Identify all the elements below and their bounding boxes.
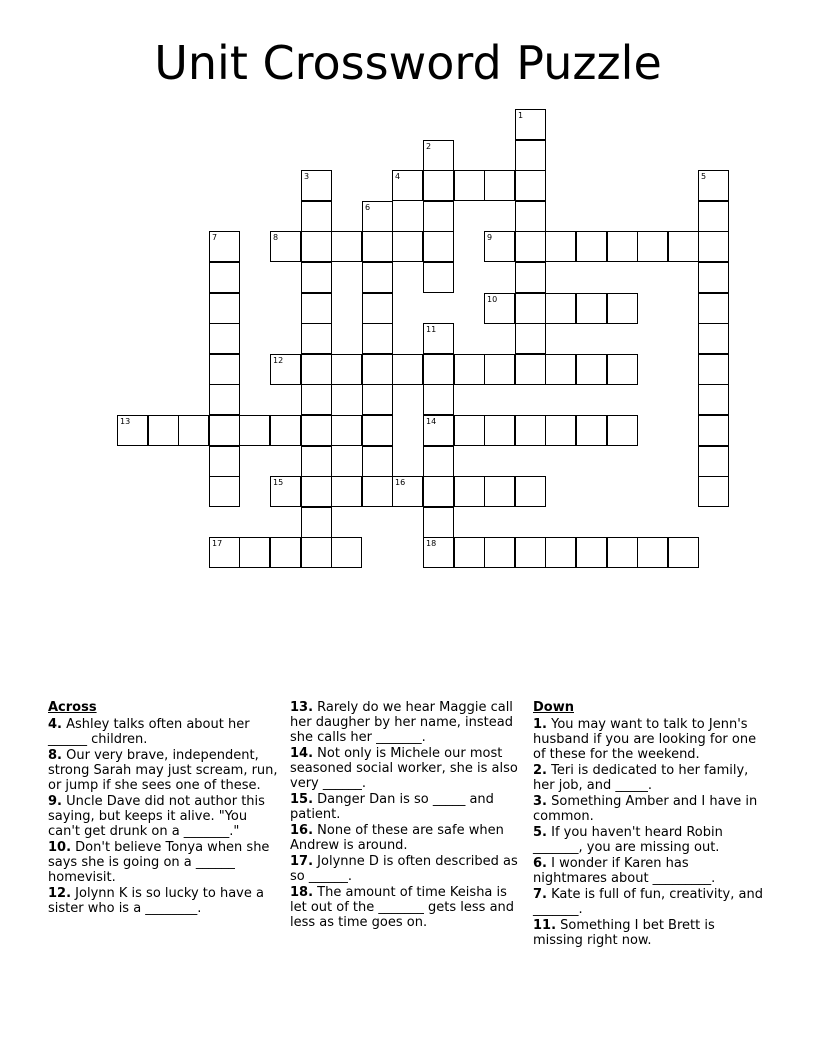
grid-cell[interactable] (331, 231, 362, 262)
grid-cell[interactable] (484, 293, 515, 324)
clue-text: I wonder if Karen has nightmares about _________. (533, 856, 716, 886)
clue-text: Something Amber and I have in common. (533, 794, 758, 824)
grid-cell[interactable] (423, 170, 454, 201)
grid-cell[interactable] (454, 476, 485, 507)
cell-number: 3 (304, 172, 310, 181)
grid-cell[interactable] (423, 384, 454, 415)
clue-item (48, 886, 278, 916)
grid-cell[interactable] (301, 446, 332, 477)
clue-text: None of these are safe when Andrew is around. (290, 823, 504, 853)
down-clue-list (533, 717, 763, 948)
grid-cell[interactable] (209, 415, 240, 446)
cell-number: 7 (212, 233, 218, 242)
grid-cell[interactable] (607, 354, 638, 385)
grid-cell[interactable] (545, 231, 576, 262)
clue-item (290, 792, 522, 822)
grid-cell[interactable] (545, 537, 576, 568)
grid-cell[interactable] (209, 231, 240, 262)
cell-number: 1 (518, 111, 524, 120)
clue-number: 9. (48, 794, 62, 809)
grid-cell[interactable] (668, 537, 699, 568)
clue-item (533, 825, 763, 855)
clue-text: If you haven't heard Robin _______, you are missing out. (533, 825, 723, 855)
grid-cell[interactable] (301, 293, 332, 324)
clue-item (290, 854, 522, 884)
grid-cell[interactable] (484, 415, 515, 446)
grid-cell[interactable] (515, 415, 546, 446)
grid-cell[interactable] (301, 262, 332, 293)
clue-number: 14. (290, 746, 314, 761)
clue-number: 16. (290, 823, 314, 838)
cell-number: 11 (426, 325, 437, 334)
grid-cell[interactable] (607, 537, 638, 568)
clue-number: 3. (533, 794, 547, 809)
grid-cell[interactable] (331, 354, 362, 385)
grid-cell[interactable] (637, 537, 668, 568)
grid-cell[interactable] (423, 446, 454, 477)
grid-cell[interactable] (423, 201, 454, 232)
grid-cell[interactable] (576, 231, 607, 262)
across-clue-list-continued (290, 700, 522, 930)
clue-number: 10. (48, 840, 72, 855)
grid-cell[interactable] (698, 476, 729, 507)
puzzle-title: Unit Crossword Puzzle (154, 36, 662, 90)
cell-number: 5 (701, 172, 707, 181)
clue-item (533, 794, 763, 824)
cell-number: 12 (273, 356, 284, 365)
clue-item (533, 717, 763, 762)
clues-column-2 (290, 700, 522, 931)
grid-cell[interactable] (148, 415, 179, 446)
clue-text: Teri is dedicated to her family, her job, and _____. (533, 763, 749, 793)
grid-cell[interactable] (331, 415, 362, 446)
grid-cell[interactable] (301, 384, 332, 415)
clue-text: Our very brave, independent, strong Sarah may just scream, run, or jump if she sees one of these. (48, 748, 278, 793)
grid-cell[interactable] (270, 231, 301, 262)
grid-cell[interactable] (576, 293, 607, 324)
grid-cell[interactable] (576, 537, 607, 568)
cell-number: 6 (365, 203, 371, 212)
grid-cell[interactable] (423, 140, 454, 171)
grid-cell[interactable] (270, 476, 301, 507)
clue-item (290, 746, 522, 791)
clue-item (290, 700, 522, 745)
clue-item (533, 856, 763, 886)
grid-cell[interactable] (392, 476, 423, 507)
clue-text: Not only is Michele our most seasoned social worker, she is also very ______. (290, 746, 518, 791)
cell-number: 17 (212, 539, 223, 548)
grid-cell[interactable] (484, 537, 515, 568)
grid-cell[interactable] (331, 537, 362, 568)
clue-text: Something I bet Brett is missing right now. (533, 918, 715, 948)
cell-number: 2 (426, 142, 432, 151)
grid-cell[interactable] (423, 231, 454, 262)
grid-cell[interactable] (301, 507, 332, 538)
grid-cell[interactable] (362, 384, 393, 415)
grid-cell[interactable] (698, 262, 729, 293)
grid-cell[interactable] (484, 231, 515, 262)
grid-cell[interactable] (698, 231, 729, 262)
cell-number: 8 (273, 233, 279, 242)
grid-cell[interactable] (515, 109, 546, 140)
grid-cell[interactable] (209, 384, 240, 415)
grid-cell[interactable] (515, 231, 546, 262)
clue-item (48, 717, 278, 747)
clue-item (290, 885, 522, 930)
grid-cell[interactable] (576, 354, 607, 385)
grid-cell[interactable] (454, 354, 485, 385)
clue-item (48, 748, 278, 793)
grid-cell[interactable] (301, 201, 332, 232)
clue-item (290, 823, 522, 853)
grid-cell[interactable] (423, 415, 454, 446)
grid-cell[interactable] (515, 476, 546, 507)
across-clue-list (48, 717, 278, 916)
grid-cell[interactable] (362, 201, 393, 232)
grid-cell[interactable] (392, 231, 423, 262)
grid-cell[interactable] (209, 354, 240, 385)
grid-cell[interactable] (515, 140, 546, 171)
clue-text: Jolynn K is so lucky to have a sister who is a ________. (48, 886, 264, 916)
grid-cell[interactable] (454, 537, 485, 568)
grid-cell[interactable] (239, 537, 270, 568)
grid-cell[interactable] (209, 262, 240, 293)
grid-cell[interactable] (209, 476, 240, 507)
clue-item (48, 840, 278, 885)
grid-cell[interactable] (423, 537, 454, 568)
grid-cell[interactable] (545, 293, 576, 324)
grid-cell[interactable] (454, 170, 485, 201)
grid-cell[interactable] (454, 415, 485, 446)
grid-cell[interactable] (698, 354, 729, 385)
grid-cell[interactable] (698, 323, 729, 354)
clue-number: 17. (290, 854, 314, 869)
grid-cell[interactable] (515, 537, 546, 568)
grid-cell[interactable] (209, 293, 240, 324)
grid-cell[interactable] (423, 476, 454, 507)
clue-number: 2. (533, 763, 547, 778)
grid-cell[interactable] (362, 323, 393, 354)
grid-cell[interactable] (117, 415, 148, 446)
grid-cell[interactable] (423, 354, 454, 385)
grid-cell[interactable] (698, 201, 729, 232)
grid-cell[interactable] (178, 415, 209, 446)
cell-number: 14 (426, 417, 437, 426)
grid-cell[interactable] (545, 354, 576, 385)
clue-item (533, 918, 763, 948)
grid-cell[interactable] (607, 415, 638, 446)
grid-cell[interactable] (515, 170, 546, 201)
grid-cell[interactable] (576, 415, 607, 446)
grid-cell[interactable] (362, 262, 393, 293)
grid-cell[interactable] (423, 507, 454, 538)
grid-cell[interactable] (209, 537, 240, 568)
clues-column-3 (533, 700, 763, 949)
grid-cell[interactable] (545, 415, 576, 446)
grid-cell[interactable] (423, 262, 454, 293)
clues-column-1 (48, 700, 278, 917)
clue-item (533, 887, 763, 917)
grid-cell[interactable] (362, 415, 393, 446)
clue-number: 5. (533, 825, 547, 840)
grid-cell[interactable] (698, 446, 729, 477)
clue-text: Uncle Dave did not author this saying, but keeps it alive. "You can't get drunk on a _______." (48, 794, 265, 839)
clue-text: Kate is full of fun, creativity, and _______. (533, 887, 763, 917)
clue-text: You may want to talk to Jenn's husband if you are looking for one of these for the weekend. (533, 717, 757, 762)
grid-cell[interactable] (392, 170, 423, 201)
clue-text: The amount of time Keisha is let out of the _______ gets less and less as time goes on. (290, 885, 515, 930)
cell-number: 18 (426, 539, 437, 548)
grid-cell[interactable] (239, 415, 270, 446)
grid-cell[interactable] (301, 476, 332, 507)
clue-number: 15. (290, 792, 314, 807)
grid-cell[interactable] (607, 293, 638, 324)
clue-number: 13. (290, 700, 314, 715)
cell-number: 9 (487, 233, 493, 242)
grid-cell[interactable] (301, 170, 332, 201)
grid-cell[interactable] (362, 231, 393, 262)
clue-text: Rarely do we hear Maggie call her daugher by her name, instead she calls her _______. (290, 700, 513, 745)
across-heading: Across (48, 700, 97, 715)
clue-number: 4. (48, 717, 62, 732)
grid-cell[interactable] (698, 170, 729, 201)
cell-number: 16 (395, 478, 406, 487)
grid-cell[interactable] (392, 354, 423, 385)
clue-number: 11. (533, 918, 557, 933)
grid-cell[interactable] (270, 354, 301, 385)
clue-number: 6. (533, 856, 547, 871)
grid-cell[interactable] (362, 446, 393, 477)
clue-number: 7. (533, 887, 547, 902)
grid-cell[interactable] (637, 231, 668, 262)
grid-cell[interactable] (484, 354, 515, 385)
grid-cell[interactable] (270, 537, 301, 568)
cell-number: 10 (487, 295, 498, 304)
grid-cell[interactable] (270, 415, 301, 446)
clue-text: Jolynne D is often described as so ______. (290, 854, 518, 884)
grid-cell[interactable] (209, 446, 240, 477)
clue-number: 18. (290, 885, 314, 900)
grid-cell[interactable] (515, 354, 546, 385)
grid-cell[interactable] (515, 293, 546, 324)
clue-number: 8. (48, 748, 62, 763)
grid-cell[interactable] (423, 323, 454, 354)
cell-number: 13 (120, 417, 131, 426)
cell-number: 4 (395, 172, 401, 181)
grid-cell[interactable] (668, 231, 699, 262)
clue-item (533, 763, 763, 793)
grid-cell[interactable] (301, 354, 332, 385)
clue-text: Ashley talks often about her ______ children. (48, 717, 250, 747)
grid-cell[interactable] (484, 170, 515, 201)
cell-number: 15 (273, 478, 284, 487)
grid-cell[interactable] (484, 476, 515, 507)
clue-text: Don't believe Tonya when she says she is going on a ______ homevisit. (48, 840, 270, 885)
grid-cell[interactable] (362, 293, 393, 324)
grid-cell[interactable] (362, 354, 393, 385)
down-heading: Down (533, 700, 574, 715)
grid-cell[interactable] (301, 537, 332, 568)
grid-cell[interactable] (515, 323, 546, 354)
grid-cell[interactable] (515, 201, 546, 232)
clue-number: 12. (48, 886, 72, 901)
grid-cell[interactable] (301, 323, 332, 354)
clue-number: 1. (533, 717, 547, 732)
clue-item (48, 794, 278, 839)
grid-cell[interactable] (698, 293, 729, 324)
grid-cell[interactable] (209, 323, 240, 354)
grid-cell[interactable] (607, 231, 638, 262)
grid-cell[interactable] (698, 384, 729, 415)
grid-cell[interactable] (698, 415, 729, 446)
grid-cell[interactable] (362, 476, 393, 507)
clue-text: Danger Dan is so _____ and patient. (290, 792, 494, 822)
grid-cell[interactable] (301, 231, 332, 262)
grid-cell[interactable] (301, 415, 332, 446)
grid-cell[interactable] (331, 476, 362, 507)
grid-cell[interactable] (515, 262, 546, 293)
